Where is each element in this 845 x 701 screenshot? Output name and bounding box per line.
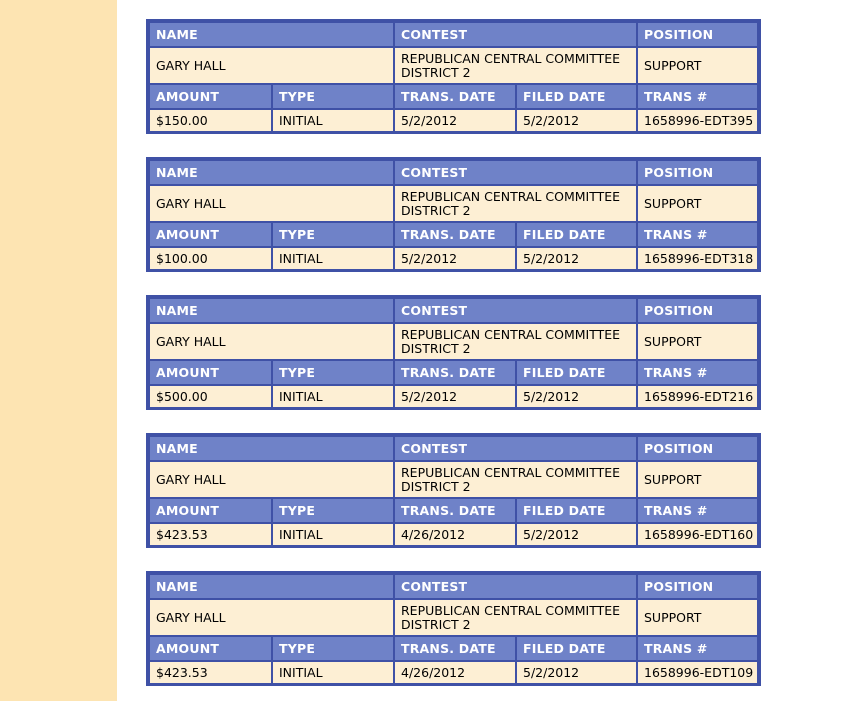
expenditure-record xyxy=(146,433,761,548)
name-value: GARY HALL xyxy=(150,600,393,635)
expenditure-record xyxy=(146,571,761,686)
trans-number-header: TRANS # xyxy=(638,85,757,108)
expenditure-records-list xyxy=(146,19,761,701)
filed-date-value: 5/2/2012 xyxy=(517,386,636,407)
filed-date-value: 5/2/2012 xyxy=(517,110,636,131)
type-header: TYPE xyxy=(273,85,393,108)
contest-header: CONTEST xyxy=(395,575,636,598)
position-header: POSITION xyxy=(638,437,757,460)
contest-value: REPUBLICAN CENTRAL COMMITTEE DISTRICT 2 xyxy=(395,186,636,221)
amount-header: AMOUNT xyxy=(150,85,271,108)
contest-value: REPUBLICAN CENTRAL COMMITTEE DISTRICT 2 xyxy=(395,600,636,635)
filed-date-header: FILED DATE xyxy=(517,499,636,522)
trans-number-value: 1658996-EDT395 xyxy=(638,110,757,131)
type-header: TYPE xyxy=(273,637,393,660)
trans-date-header: TRANS. DATE xyxy=(395,223,515,246)
position-header: POSITION xyxy=(638,23,757,46)
name-header: NAME xyxy=(150,23,393,46)
contest-header: CONTEST xyxy=(395,161,636,184)
trans-number-header: TRANS # xyxy=(638,637,757,660)
filed-date-header: FILED DATE xyxy=(517,637,636,660)
trans-date-header: TRANS. DATE xyxy=(395,637,515,660)
filed-date-header: FILED DATE xyxy=(517,361,636,384)
position-header: POSITION xyxy=(638,575,757,598)
trans-number-header: TRANS # xyxy=(638,361,757,384)
name-value: GARY HALL xyxy=(150,48,393,83)
trans-date-value: 4/26/2012 xyxy=(395,524,515,545)
trans-date-header: TRANS. DATE xyxy=(395,361,515,384)
expenditure-record xyxy=(146,295,761,410)
name-header: NAME xyxy=(150,437,393,460)
filed-date-value: 5/2/2012 xyxy=(517,662,636,683)
name-header: NAME xyxy=(150,161,393,184)
amount-value: $423.53 xyxy=(150,524,271,545)
name-value: GARY HALL xyxy=(150,462,393,497)
position-header: POSITION xyxy=(638,299,757,322)
trans-date-value: 5/2/2012 xyxy=(395,386,515,407)
amount-value: $423.53 xyxy=(150,662,271,683)
contest-value: REPUBLICAN CENTRAL COMMITTEE DISTRICT 2 xyxy=(395,48,636,83)
name-value: GARY HALL xyxy=(150,324,393,359)
position-value: SUPPORT xyxy=(638,462,757,497)
filed-date-header: FILED DATE xyxy=(517,85,636,108)
type-value: INITIAL xyxy=(273,386,393,407)
contest-value: REPUBLICAN CENTRAL COMMITTEE DISTRICT 2 xyxy=(395,462,636,497)
amount-value: $100.00 xyxy=(150,248,271,269)
name-header: NAME xyxy=(150,575,393,598)
type-header: TYPE xyxy=(273,499,393,522)
trans-number-header: TRANS # xyxy=(638,223,757,246)
type-header: TYPE xyxy=(273,223,393,246)
position-value: SUPPORT xyxy=(638,600,757,635)
contest-header: CONTEST xyxy=(395,437,636,460)
filed-date-header: FILED DATE xyxy=(517,223,636,246)
trans-date-value: 4/26/2012 xyxy=(395,662,515,683)
amount-header: AMOUNT xyxy=(150,499,271,522)
amount-value: $150.00 xyxy=(150,110,271,131)
amount-value: $500.00 xyxy=(150,386,271,407)
trans-date-header: TRANS. DATE xyxy=(395,85,515,108)
name-value: GARY HALL xyxy=(150,186,393,221)
name-header: NAME xyxy=(150,299,393,322)
filed-date-value: 5/2/2012 xyxy=(517,248,636,269)
trans-number-value: 1658996-EDT216 xyxy=(638,386,757,407)
amount-header: AMOUNT xyxy=(150,637,271,660)
trans-number-header: TRANS # xyxy=(638,499,757,522)
type-value: INITIAL xyxy=(273,248,393,269)
trans-number-value: 1658996-EDT160 xyxy=(638,524,757,545)
position-value: SUPPORT xyxy=(638,48,757,83)
left-sidebar-panel xyxy=(0,0,117,701)
trans-number-value: 1658996-EDT109 xyxy=(638,662,757,683)
trans-date-header: TRANS. DATE xyxy=(395,499,515,522)
amount-header: AMOUNT xyxy=(150,361,271,384)
position-header: POSITION xyxy=(638,161,757,184)
trans-date-value: 5/2/2012 xyxy=(395,248,515,269)
position-value: SUPPORT xyxy=(638,324,757,359)
contest-header: CONTEST xyxy=(395,23,636,46)
filed-date-value: 5/2/2012 xyxy=(517,524,636,545)
type-header: TYPE xyxy=(273,361,393,384)
amount-header: AMOUNT xyxy=(150,223,271,246)
trans-date-value: 5/2/2012 xyxy=(395,110,515,131)
contest-header: CONTEST xyxy=(395,299,636,322)
type-value: INITIAL xyxy=(273,110,393,131)
type-value: INITIAL xyxy=(273,524,393,545)
contest-value: REPUBLICAN CENTRAL COMMITTEE DISTRICT 2 xyxy=(395,324,636,359)
expenditure-record xyxy=(146,19,761,134)
position-value: SUPPORT xyxy=(638,186,757,221)
trans-number-value: 1658996-EDT318 xyxy=(638,248,757,269)
expenditure-record xyxy=(146,157,761,272)
type-value: INITIAL xyxy=(273,662,393,683)
